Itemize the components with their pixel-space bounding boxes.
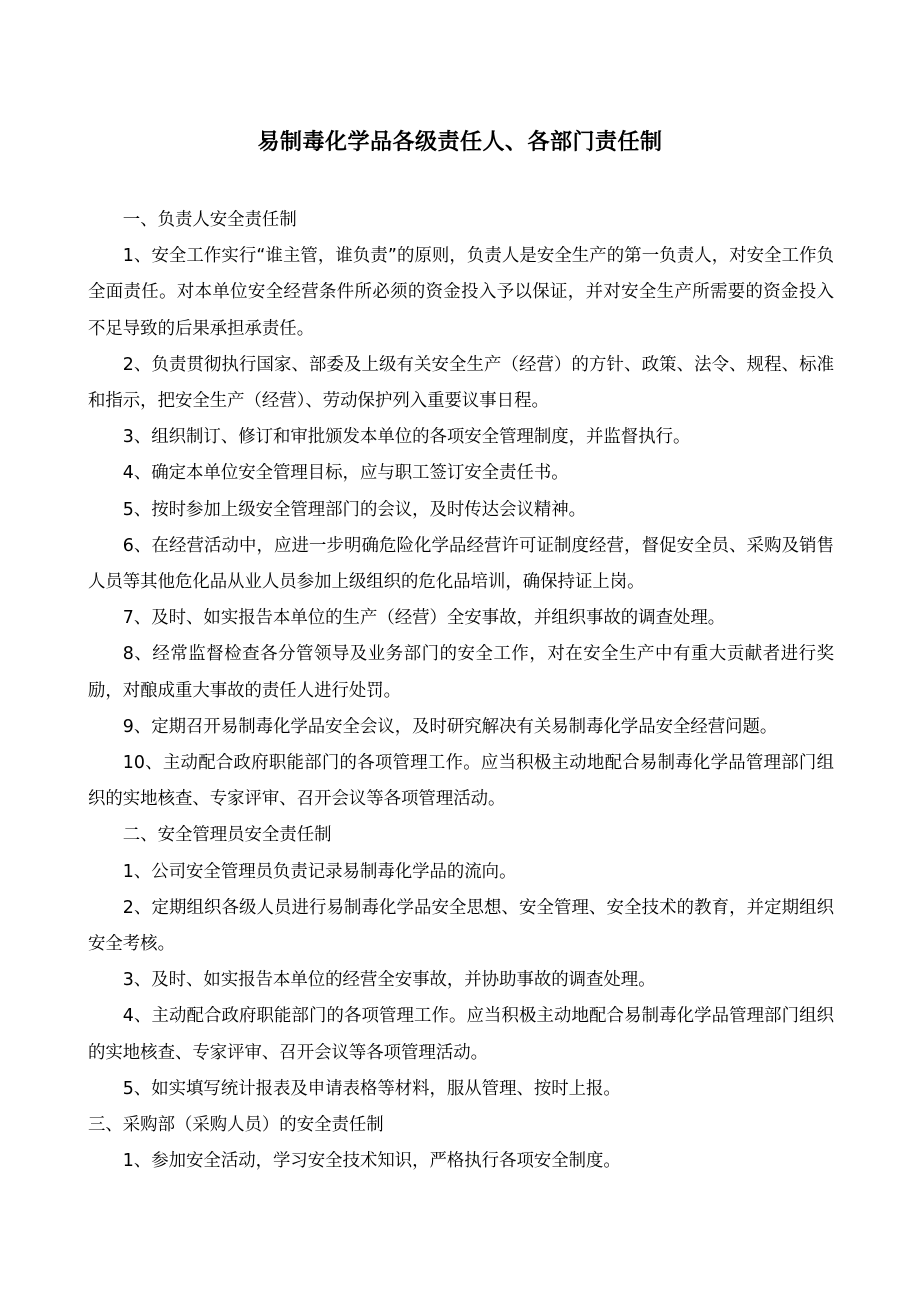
document-body [88,202,834,1179]
paragraph: 9、定期召开易制毒化学品安全会议，及时研究解决有关易制毒化学品安全经营问题。 [122,716,778,737]
document-title: 易制毒化学品各级责任人、各部门责任制 [257,130,663,155]
paragraph: 3、及时、如实报告本单位的经营全安事故，并协助事故的调查处理。 [122,970,656,991]
paragraph: 4、主动配合政府职能部门的各项管理工作。应当积极主动地配合易制毒化学品管理部门组织的实地核查、专家评审、召开会议等各项管理活动。 [88,1006,834,1063]
paragraph: 3、组织制订、修订和审批颁发本单位的各项安全管理制度，并监督执行。 [122,427,691,448]
paragraph: 2、定期组织各级人员进行易制毒化学品安全思想、安全管理、安全技术的教育，并定期组织安全考核。 [88,897,834,955]
section-heading-3: 三、采购部（采购人员）的安全责任制 [88,1115,384,1136]
paragraph: 10、主动配合政府职能部门的各项管理工作。应当积极主动地配合易制毒化学品管理部门组织的实地核查、专家评审、召开会议等各项管理活动。 [88,753,834,810]
paragraph: 7、及时、如实报告本单位的生产（经营）全安事故，并组织事故的调查处理。 [122,608,726,629]
section-heading-1: 一、负责人安全责任制 [122,210,297,230]
paragraph: 6、在经营活动中，应进一步明确危险化学品经营许可证制度经营，督促安全员、采购及销售人员等其他危化品从业人员参加上级组织的危化品培训，确保持证上岗。 [88,535,834,593]
paragraph: 8、经常监督检查各分管领导及业务部门的安全工作，对在安全生产中有重大贡献者进行奖励，对酿成重大事故的责任人进行处罚。 [88,644,834,701]
paragraph: 1、参加安全活动，学习安全技术知识，严格执行各项安全制度。 [122,1151,621,1172]
section-heading-2: 二、安全管理员安全责任制 [122,825,332,846]
paragraph: 5、如实填写统计报表及申请表格等材料，服从管理、按时上报。 [122,1078,621,1099]
paragraph: 2、负责贯彻执行国家、部委及上级有关安全生产（经营）的方针、政策、法令、规程、标准和指示，把安全生产（经营）、劳动保护列入重要议事日程。 [88,354,834,412]
paragraph: 5、按时参加上级安全管理部门的会议，及时传达会议精神。 [122,499,587,520]
paragraph: 4、确定本单位安全管理目标，应与职工签订安全责任书。 [122,463,569,484]
paragraph: 1、公司安全管理员负责记录易制毒化学品的流向。 [122,861,517,882]
paragraph: 1、安全工作实行“谁主管，谁负责”的原则，负责人是安全生产的第一负责人，对安全工作负全面责任。对本单位安全经营条件所必须的资金投入予以保证，并对安全生产所需要的资金投入不足导致的后果承担承责任。 [88,246,834,339]
